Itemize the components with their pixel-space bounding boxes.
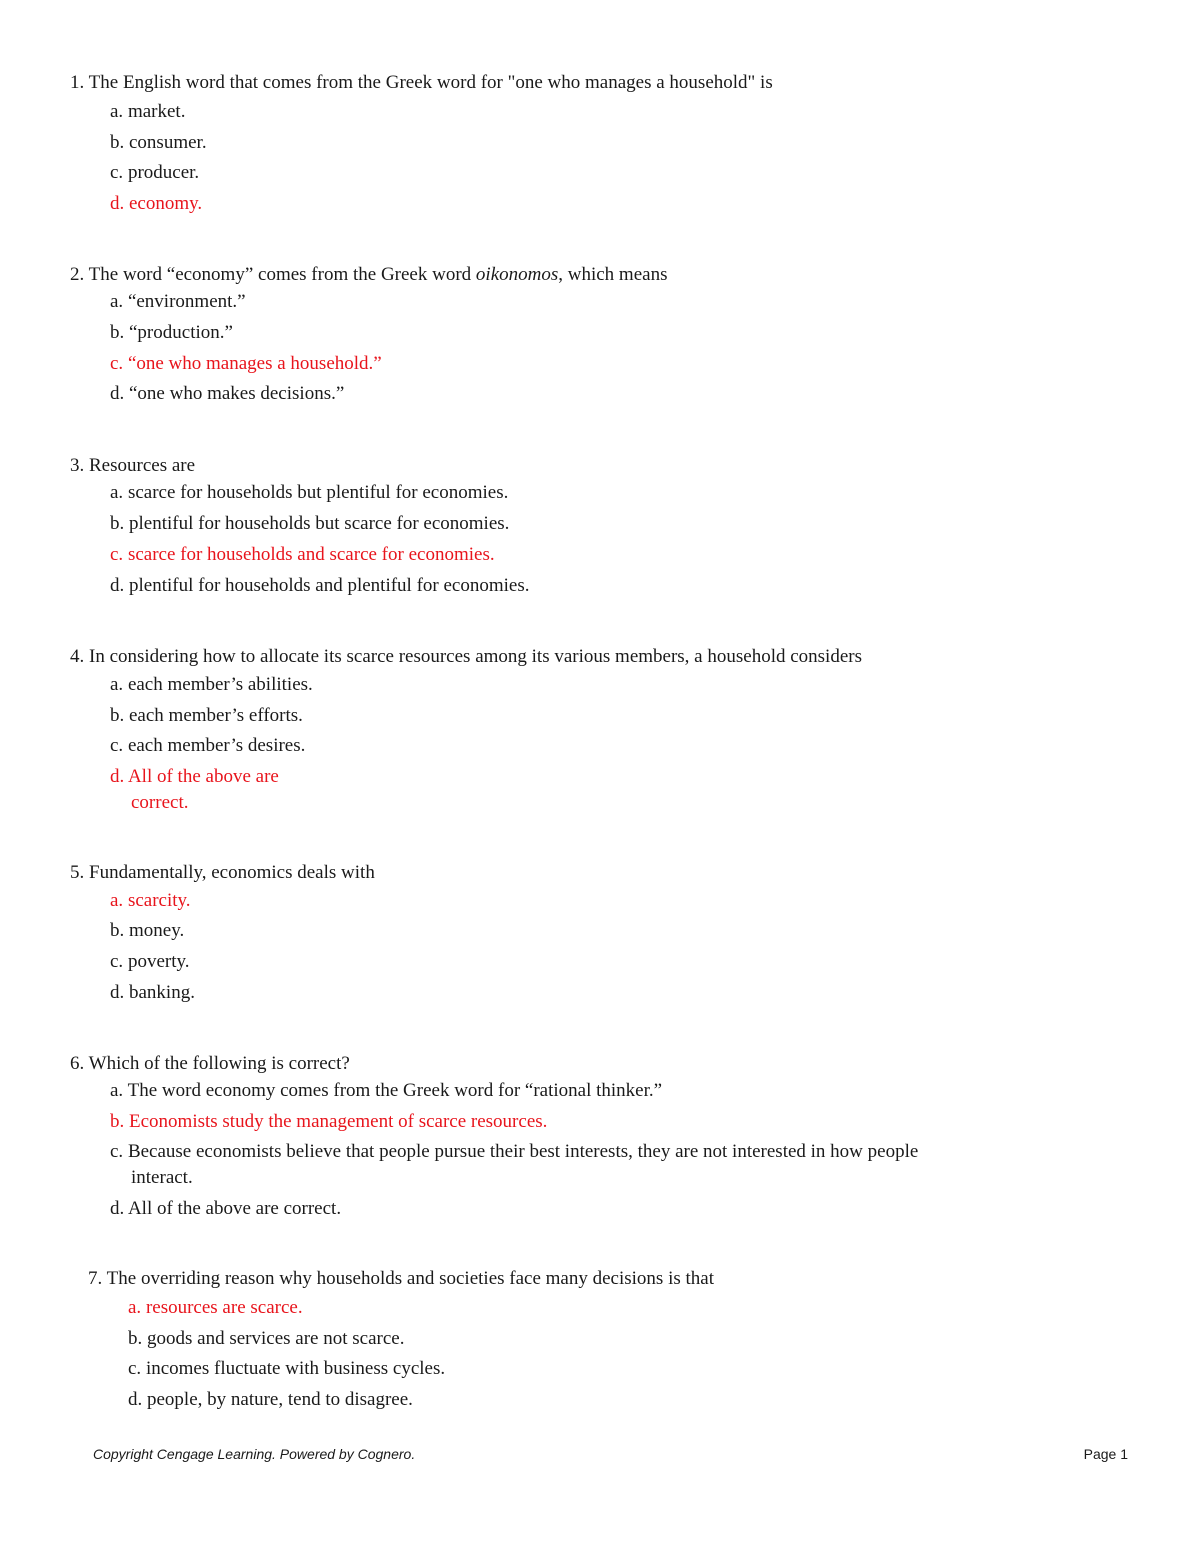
option-text: “one who makes decisions.” [129,383,345,404]
question-1-option-d-correct [110,193,202,215]
option-text: scarcity. [127,890,191,911]
option-text: Economists study the management of scarce resources. [129,1111,548,1132]
question-7-option-d [128,1389,413,1411]
option-text: banking. [129,982,195,1003]
option-text: resources are scarce. [145,1297,303,1318]
greek-term: oikonomos [475,264,559,285]
question-text: Which of the following is correct? [88,1053,350,1074]
stem-part: The word “economy” comes from the Greek word [88,264,476,285]
option-text: scarce for households and scarce for economies. [127,544,495,565]
option-letter: d. [110,575,125,596]
question-5-option-c [110,951,190,973]
option-text: poverty. [127,951,190,972]
question-3-option-a [110,482,508,504]
option-letter: b. [110,513,125,534]
question-5-option-a-correct [110,890,191,912]
question-text: The English word that comes from the Greek word for "one who manages a household" is [88,72,773,93]
question-number: 3. [70,455,85,476]
question-4-option-d-correct [110,766,279,788]
option-text: goods and services are not scarce. [147,1328,405,1349]
option-text: market. [127,101,186,122]
stem-part: , which means [558,264,668,285]
option-letter: c. [110,951,124,972]
option-text: All of the above are correct. [127,1198,342,1219]
question-2-stem [70,264,667,286]
option-text: The word economy comes from the Greek word for “rational thinker.” [127,1080,663,1101]
option-text: plentiful for households and plentiful for economies. [129,575,530,596]
option-text: All of the above are [127,766,279,787]
option-text: plentiful for households but scarce for economies. [129,513,510,534]
question-4-option-c [110,735,305,757]
option-letter: a. [110,890,124,911]
question-text: Fundamentally, economics deals with [89,862,375,883]
question-text [89,264,668,285]
option-text-continuation: correct. [131,792,189,813]
question-6-option-a [110,1080,662,1102]
option-letter: c. [110,353,124,374]
option-text: each member’s abilities. [127,674,313,695]
question-3-stem [70,455,195,477]
question-4-option-a [110,674,313,696]
question-1-option-a [110,101,185,123]
question-4-option-d-continuation [131,792,188,814]
question-2-option-a [110,291,246,313]
option-letter: c. [128,1358,142,1379]
question-5-stem [70,862,375,884]
option-text: “one who manages a household.” [127,353,382,374]
option-letter: a. [110,101,124,122]
option-letter: a. [110,1080,124,1101]
question-1-stem [70,72,773,94]
option-text-continuation: interact. [131,1167,193,1188]
option-text: people, by nature, tend to disagree. [147,1389,413,1410]
question-6-option-c-continuation [131,1167,193,1189]
option-letter: d. [110,1198,125,1219]
option-text: money. [129,920,185,941]
question-6-option-d [110,1198,341,1220]
option-text: each member’s efforts. [129,705,303,726]
question-number: 4. [70,646,85,667]
question-1-option-b [110,132,207,154]
question-3-option-d [110,575,530,597]
option-text: “production.” [129,322,233,343]
copyright-footer: Copyright Cengage Learning. Powered by Cognero. [93,1446,416,1462]
question-2-option-c-correct [110,353,382,375]
option-text: producer. [127,162,200,183]
question-2-option-b [110,322,233,344]
option-letter: d. [110,383,125,404]
option-text: “environment.” [127,291,246,312]
option-letter: b. [110,322,125,343]
question-7-option-a-correct [128,1297,303,1319]
option-letter: b. [110,705,125,726]
question-text: The overriding reason why households and societies face many decisions is that [106,1268,714,1289]
option-letter: a. [110,674,124,695]
option-letter: b. [110,920,125,941]
question-4-stem [70,646,862,668]
option-text: economy. [129,193,203,214]
question-number: 7. [88,1268,103,1289]
option-letter: c. [110,1141,124,1162]
page-number: Page 1 [1083,1446,1128,1462]
question-2-option-d [110,383,344,405]
question-4-option-b [110,705,303,727]
question-6-option-c [110,1141,918,1163]
option-letter: a. [110,291,124,312]
option-text: incomes fluctuate with business cycles. [145,1358,446,1379]
option-letter: b. [110,1111,125,1132]
option-letter: a. [128,1297,142,1318]
option-letter: b. [110,132,125,153]
question-1-option-c [110,162,199,184]
question-6-option-b-correct [110,1111,547,1133]
option-letter: d. [110,982,125,1003]
option-letter: c. [110,162,124,183]
option-letter: b. [128,1328,143,1349]
option-letter: d. [110,766,125,787]
question-5-option-b [110,920,184,942]
question-5-option-d [110,982,195,1004]
question-7-option-c [128,1358,445,1380]
question-text: Resources are [89,455,196,476]
option-letter: c. [110,735,124,756]
question-3-option-b [110,513,509,535]
option-text: consumer. [129,132,207,153]
question-6-stem [70,1053,350,1075]
question-7-stem [88,1268,714,1290]
question-number: 5. [70,862,85,883]
option-text: each member’s desires. [127,735,306,756]
option-text: Because economists believe that people pursue their best interests, they are not interested in how people [127,1141,919,1162]
option-letter: d. [110,193,125,214]
question-number: 6. [70,1053,85,1074]
question-number: 1. [70,72,85,93]
option-letter: c. [110,544,124,565]
question-7-option-b [128,1328,404,1350]
option-text: scarce for households but plentiful for economies. [127,482,509,503]
question-number: 2. [70,264,85,285]
option-letter: d. [128,1389,143,1410]
option-letter: a. [110,482,124,503]
question-text: In considering how to allocate its scarce resources among its various members, a household considers [89,646,862,667]
question-3-option-c-correct [110,544,495,566]
